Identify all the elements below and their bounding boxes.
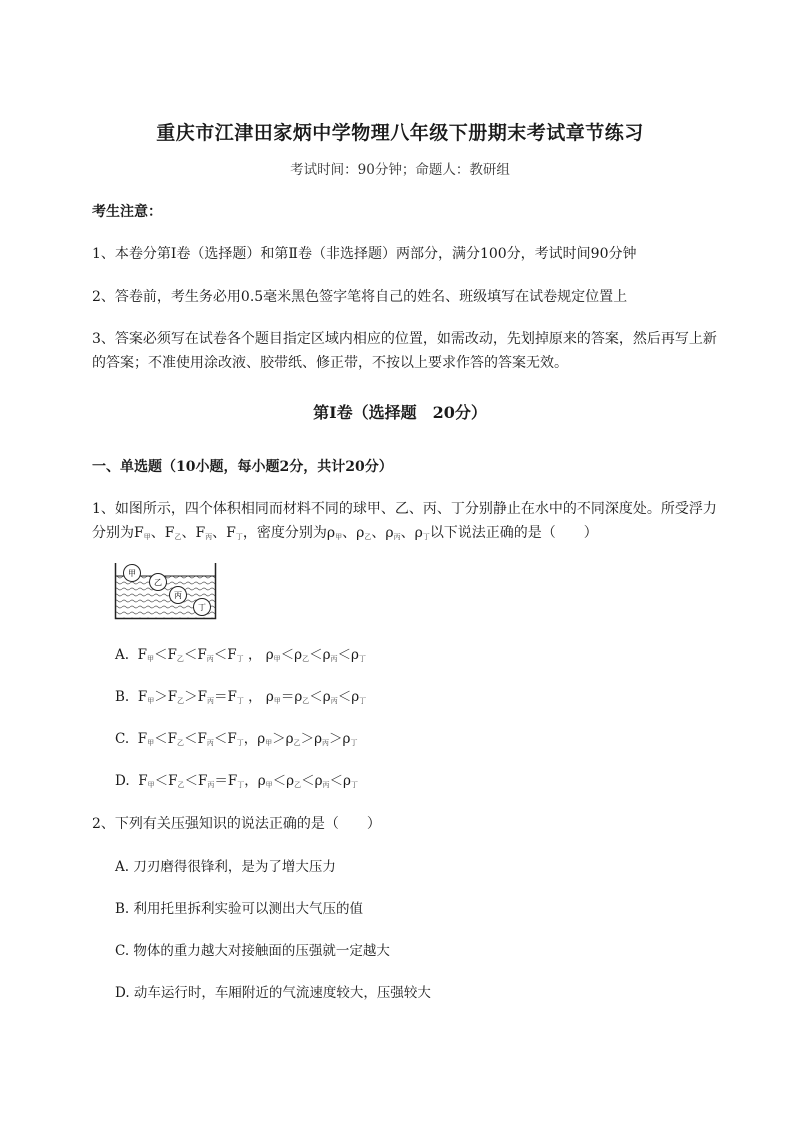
notice-item-3-cont: 的答案；不准使用涂改液、胶带纸、修正带，不按以上要求作答的答案无效。 bbox=[92, 355, 568, 371]
ball-ding bbox=[194, 599, 211, 616]
q2-option-b[interactable]: B. 利用托里拆利实验可以测出大气压的值 bbox=[115, 901, 364, 917]
q1-option-a[interactable]: A. $F_甲<F_乙<F_丙<F_丁$ ， $\rho_甲<\rho_乙<\rho_丙<\rho_丁$ bbox=[115, 647, 366, 663]
ball-jia bbox=[124, 565, 141, 582]
q2-option-c[interactable]: C. 物体的重力越大对接触面的压强就一定越大 bbox=[115, 943, 390, 959]
svg-text:丁: 丁 bbox=[198, 603, 206, 612]
exam-info: 考试时间：90分钟；命题人：教研组 bbox=[290, 162, 510, 178]
notice-heading: 考生注意： bbox=[92, 204, 162, 220]
q2-option-d[interactable]: D. 动车运行时，车厢附近的气流速度较大，压强较大 bbox=[115, 985, 431, 1001]
q2-option-a[interactable]: A. 刀刃磨得很锋利，是为了增大压力 bbox=[115, 859, 336, 875]
q1-stem-line1: 1、如图所示，四个体积相同而材料不同的球甲、乙、丙、丁分别静止在水中的不同深度处。所受浮力 bbox=[92, 501, 717, 517]
svg-text:乙: 乙 bbox=[154, 578, 162, 587]
q1-stem-line2: 分别为$F_甲$、$F_乙$、$F_丙$、$F_丁$，密度分别为$\rho_甲$、$\rho_乙$、$\rho_丙$、$\rho_丁$以下说法正确的是（ ） bbox=[92, 525, 598, 541]
balls-in-water-figure bbox=[114, 562, 218, 624]
notice-item-3: 3、答案必须写在试卷各个题目指定区域内相应的位置，如需改动，先划掉原来的答案，然后再写上新 bbox=[92, 331, 717, 347]
ball-yi bbox=[150, 574, 167, 591]
page-title: 重庆市江津田家炳中学物理八年级下册期末考试章节练习 bbox=[156, 122, 644, 144]
q1-option-b[interactable]: B. $F_甲>F_乙>F_丙=F_丁$ ， $\rho_甲=\rho_乙<\rho_丙<\rho_丁$ bbox=[115, 689, 367, 705]
svg-text:甲: 甲 bbox=[128, 569, 136, 578]
svg-text:丙: 丙 bbox=[174, 591, 182, 600]
notice-item-1: 1、本卷分第I卷（选择题）和第Ⅱ卷（非选择题）两部分，满分100分，考试时间90分钟 bbox=[92, 246, 637, 262]
section-title: 第I卷（选择题 20分） bbox=[313, 403, 487, 422]
part-heading: 一、单选题（10小题，每小题2分，共计20分） bbox=[92, 459, 393, 475]
q1-option-d[interactable]: D. $F_甲<F_乙<F_丙=F_丁$，$\rho_甲<\rho_乙<\rho_丙<\rho_丁$ bbox=[115, 773, 358, 789]
q1-option-c[interactable]: C. $F_甲<F_乙<F_丙<F_丁$，$\rho_甲>\rho_乙>\rho_丙>\rho_丁$ bbox=[115, 731, 358, 747]
notice-item-2: 2、答卷前，考生务必用0.5毫米黑色签字笔将自己的姓名、班级填写在试卷规定位置上 bbox=[92, 289, 628, 305]
q2-stem: 2、下列有关压强知识的说法正确的是（ ） bbox=[92, 816, 381, 832]
ball-bing bbox=[170, 587, 187, 604]
